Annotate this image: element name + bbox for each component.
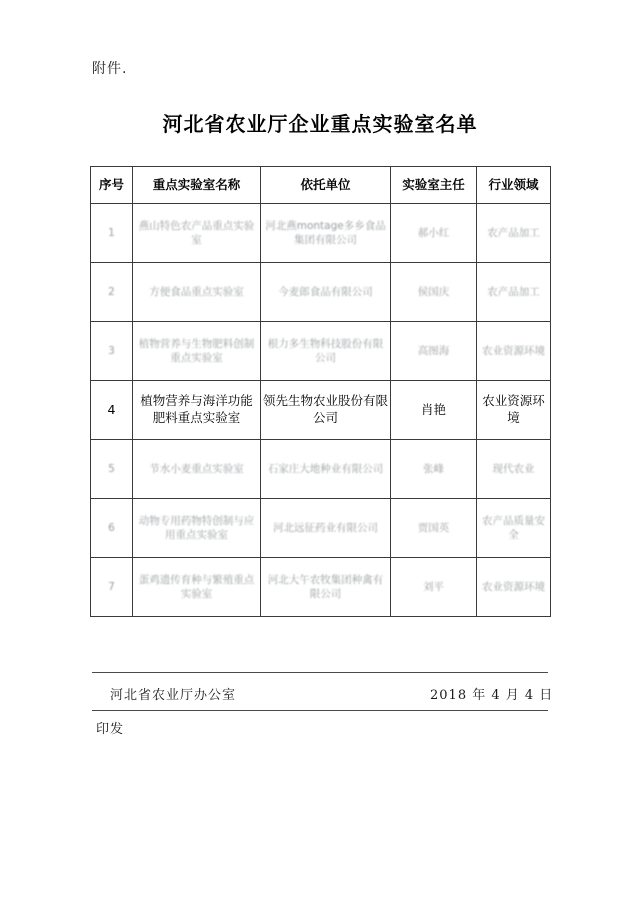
- table-row: [91, 558, 551, 617]
- cell-lab-name: 燕山特色农产品重点实验室: [133, 204, 261, 263]
- cell-lab-name: 方便食品重点实验室: [133, 263, 261, 322]
- cell-lab-name: 植物营养与生物肥料创制重点实验室: [133, 322, 261, 381]
- cell-organization: 河北燕montage多乡食品集团有限公司: [261, 204, 391, 263]
- cell-organization: 河北远征药业有限公司: [261, 499, 391, 558]
- page-title: 河北省农业厅企业重点实验室名单: [162, 112, 478, 136]
- table-row: [91, 322, 551, 381]
- cell-lab-head: 郝小红: [391, 204, 477, 263]
- cell-lab-head: 刘平: [391, 558, 477, 617]
- cell-organization: 石家庄大地种业有限公司: [261, 440, 391, 499]
- cell-field: 现代农业: [477, 440, 551, 499]
- cell-index: 3: [91, 322, 133, 381]
- cell-lab-head: 侯国庆: [391, 263, 477, 322]
- cell-organization: 领先生物农业股份有限公司: [261, 381, 391, 440]
- cell-field: 农产品质量安全: [477, 499, 551, 558]
- table-row: [91, 381, 551, 440]
- cell-lab-head: 贾国英: [391, 499, 477, 558]
- attachment-label: 附件.: [92, 61, 128, 77]
- cell-index: 2: [91, 263, 133, 322]
- column-header-field: 行业领域: [477, 167, 551, 204]
- table-row: [91, 499, 551, 558]
- column-header-name: 重点实验室名称: [133, 167, 261, 204]
- footer-date: 2018 年 4 月 4 日: [430, 688, 554, 703]
- cell-field: 农产品加工: [477, 263, 551, 322]
- cell-index: 4: [91, 381, 133, 440]
- cell-lab-name: 节水小麦重点实验室: [133, 440, 261, 499]
- cell-lab-name: 蛋鸡遗传育种与繁殖重点实验室: [133, 558, 261, 617]
- cell-lab-head: 高图海: [391, 322, 477, 381]
- footer-office: 河北省农业厅办公室: [110, 688, 237, 703]
- table-row: [91, 204, 551, 263]
- column-header-org: 依托单位: [261, 167, 391, 204]
- cell-index: 6: [91, 499, 133, 558]
- table-row: [91, 263, 551, 322]
- cell-field: 农业资源环境: [477, 322, 551, 381]
- cell-field: 农产品加工: [477, 204, 551, 263]
- table-row: [91, 440, 551, 499]
- footer-divider-top: [92, 672, 548, 673]
- column-header-index: 序号: [91, 167, 133, 204]
- footer-divider-bottom: [92, 710, 548, 711]
- cell-index: 7: [91, 558, 133, 617]
- cell-index: 1: [91, 204, 133, 263]
- cell-index: 5: [91, 440, 133, 499]
- cell-lab-head: 张峰: [391, 440, 477, 499]
- cell-field: 农业资源环境: [477, 558, 551, 617]
- column-header-head: 实验室主任: [391, 167, 477, 204]
- cell-organization: 今麦郎食品有限公司: [261, 263, 391, 322]
- cell-lab-head: 肖艳: [391, 381, 477, 440]
- footer-print-label: 印发: [96, 722, 125, 737]
- cell-lab-name: 植物营养与海洋功能肥料重点实验室: [133, 381, 261, 440]
- cell-field: 农业资源环境: [477, 381, 551, 440]
- cell-organization: 河北大午农牧集团种禽有限公司: [261, 558, 391, 617]
- table-header-row: [91, 167, 551, 204]
- cell-lab-name: 动物专用药物特创制与应用重点实验室: [133, 499, 261, 558]
- cell-organization: 根力多生物科技股份有限公司: [261, 322, 391, 381]
- key-laboratory-table: [90, 166, 551, 617]
